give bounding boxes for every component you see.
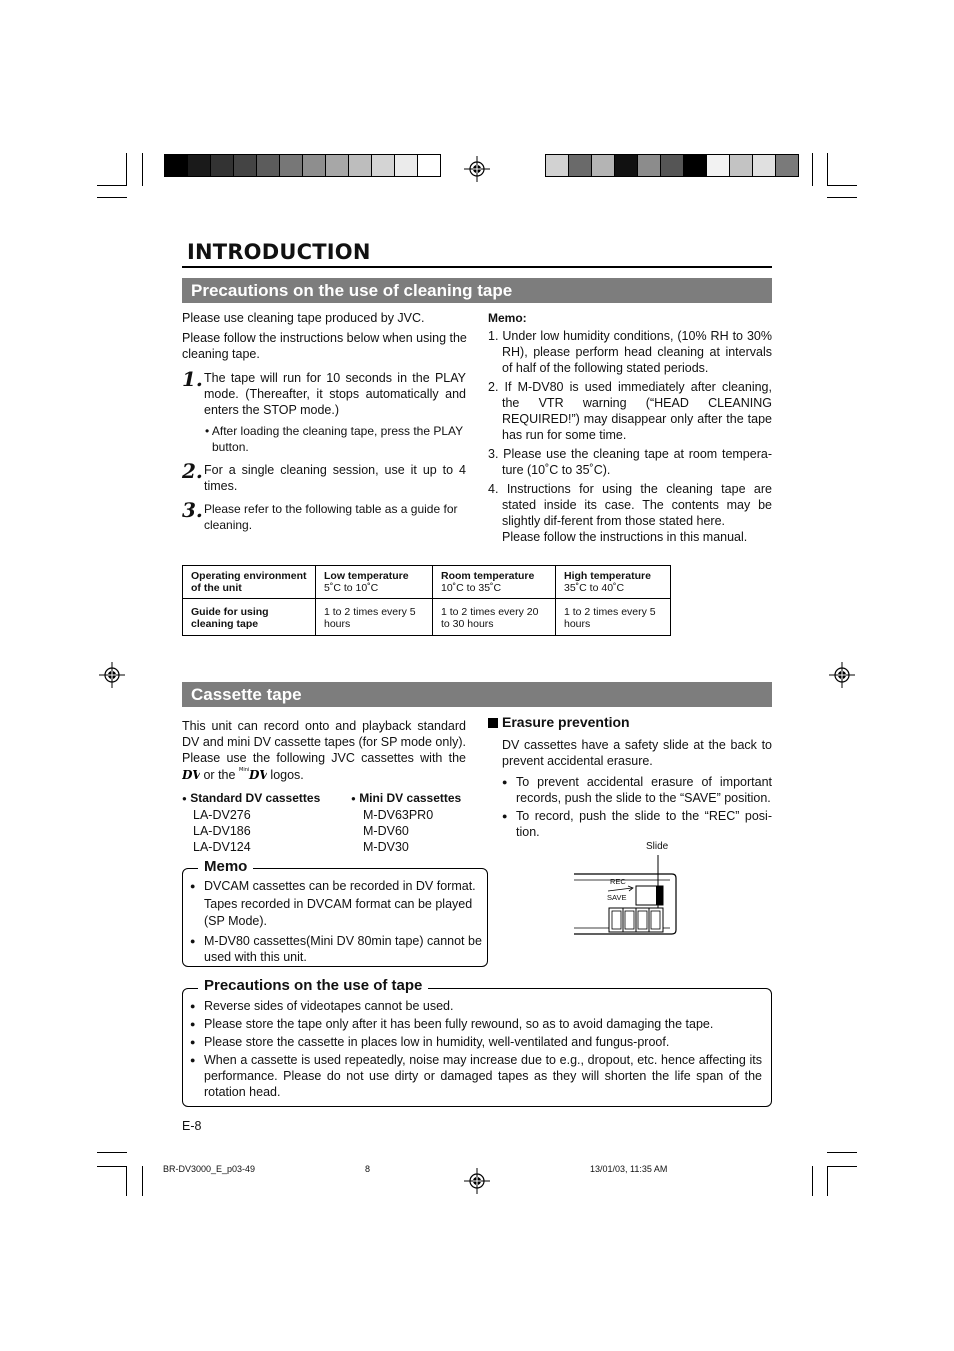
registration-mark-icon: [464, 156, 490, 182]
registration-mark-icon: [99, 662, 125, 688]
cell-title: Room temperature: [441, 570, 535, 582]
table-cell: [556, 566, 671, 599]
color-swatch: [211, 155, 234, 176]
svg-text:DV: DV: [182, 768, 200, 780]
step-subnote: • After loading the cleaning tape, press the PLAY button.: [205, 424, 463, 454]
list-item: ● Please store the tape only after it has been fully rewound, so as to avoid damaging the tape.: [182, 1016, 762, 1034]
table-cell: 1 to 2 times every 5 hours: [316, 599, 433, 636]
step-text: For a single cleaning session, use it up to 4 times.: [204, 463, 466, 493]
color-swatch: [776, 155, 798, 176]
dv-logo-icon: [182, 768, 200, 780]
cassette-intro-text: This unit can record onto and playback standard DV and mini DV cassette tapes (for SP mode only). Please use the following JVC cassettes with the: [182, 719, 466, 765]
square-bullet-icon: [488, 718, 498, 728]
cassette-section-title: Cassette tape: [182, 682, 772, 707]
memo-item-1: 1. Under low humidity conditions, (10% RH to 30% RH), please perform head cleaning at intervals of half of the following stated periods.: [488, 329, 772, 375]
cleaning-intro: [182, 310, 467, 362]
color-swatch: [615, 155, 638, 176]
cleaning-intro-line-1: Please use cleaning tape produced by JVC.: [182, 311, 425, 325]
color-swatch: [372, 155, 395, 176]
table-cell: 1 to 2 times every 5 hours: [556, 599, 671, 636]
svg-text:Mini: Mini: [238, 767, 250, 773]
erasure-list: [494, 774, 772, 842]
list-item: ● When a cassette is used repeatedly, noise may increase due to e.g., dropout, etc. hence affecting its performance. Please do not use dirty or damaged tapes as they will shorten the life span of the rotation head.: [182, 1052, 762, 1100]
calibration-bar-left: [164, 154, 441, 177]
list-item: M-DV30: [363, 840, 409, 854]
color-swatch: [326, 155, 349, 176]
standard-cassettes: [182, 790, 342, 855]
memo-item-3: 3. Please use the cleaning tape at room tempera-ture (10˚C to 35˚C).: [488, 447, 772, 477]
list-item: ● To prevent accidental erasure of important records, push the slide to the “SAVE” position.: [494, 774, 772, 806]
footer-filename: BR-DV3000_E_p03-49: [163, 1164, 256, 1174]
tape-precautions-title: Precautions on the use of tape: [198, 977, 428, 994]
color-swatch: [418, 155, 440, 176]
step-3: [182, 498, 466, 533]
table-row: [183, 599, 671, 636]
list-item: LA-DV124: [193, 840, 251, 854]
memo-item-4: 4. Instructions for using the cleaning tape are stated inside its case. The contents may be slightly dif-ferent from those stated here.: [488, 482, 772, 528]
step-number: 2.: [182, 459, 203, 483]
mini-cassettes-title: ● Mini DV cassettes: [351, 791, 462, 805]
color-swatch: [234, 155, 257, 176]
standard-cassettes-title: ● Standard DV cassettes: [182, 791, 321, 805]
table-cell: [433, 566, 556, 599]
registration-mark-icon: [464, 1168, 490, 1194]
svg-text:DV: DV: [248, 768, 267, 780]
title-rule: [182, 266, 772, 268]
memo-label: Memo:: [488, 311, 527, 325]
list-item: LA-DV276: [193, 808, 251, 822]
memo-box-list: [182, 878, 482, 967]
step-2: [182, 459, 466, 494]
color-swatch: [303, 155, 326, 176]
page-number: E-8: [182, 1119, 202, 1133]
tape-precautions-list: [182, 998, 762, 1102]
step-text: Please refer to the following table as a guide for cleaning.: [204, 502, 458, 532]
table-cell: [316, 566, 433, 599]
cleaning-memo: [488, 310, 772, 545]
cassette-slide-diagram: [572, 853, 682, 937]
cleaning-intro-line-2: Please follow the instructions below when using the cleaning tape.: [182, 331, 467, 361]
table-cell: Guide for using cleaning tape: [183, 599, 316, 636]
table-cell: 1 to 2 times every 20 to 30 hours: [433, 599, 556, 636]
color-swatch: [661, 155, 684, 176]
cleaning-guide-table: [182, 565, 671, 636]
registration-mark-icon: [829, 662, 855, 688]
step-number: 1.: [182, 367, 203, 391]
erasure-text: DV cassettes have a safety slide at the back to prevent accidental erasure.: [502, 738, 772, 768]
cell-title: Low temperature: [324, 570, 409, 582]
page-title: INTRODUCTION: [187, 240, 371, 264]
erasure-title: Erasure prevention: [502, 714, 630, 730]
color-swatch: [257, 155, 280, 176]
cassette-intro-or: or the: [203, 768, 236, 782]
table-row: [183, 566, 671, 599]
slide-label: Slide: [646, 841, 669, 852]
table-cell: [183, 566, 316, 599]
memo-item-5: Please follow the instructions in this manual.: [502, 530, 748, 544]
footer-date: 13/01/03, 11:35 AM: [590, 1164, 668, 1174]
cell-sub: 35˚C to 40˚C: [564, 582, 625, 594]
cassette-intro-end: logos.: [270, 768, 304, 782]
step-number: 3.: [182, 498, 203, 522]
color-swatch: [546, 155, 569, 176]
list-item: LA-DV186: [193, 824, 251, 838]
cell-title: Operating environment of the unit: [191, 570, 307, 594]
list-item: ● To record, push the slide to the “REC” posi-tion.: [494, 808, 772, 840]
color-swatch: [638, 155, 661, 176]
cassette-intro: [182, 718, 466, 783]
color-swatch: [684, 155, 707, 176]
list-item: M-DV60: [363, 824, 409, 838]
mini-cassettes: [351, 790, 481, 855]
save-label: SAVE: [607, 893, 627, 902]
step-text: The tape will run for 10 seconds in the PLAY mode. (Thereafter, it stops automatically and enters the STOP mode.): [204, 371, 466, 417]
color-swatch: [395, 155, 418, 176]
erasure-heading: [488, 714, 630, 730]
footer-number: 8: [365, 1164, 371, 1174]
color-swatch: [280, 155, 303, 176]
list-item: ● M-DV80 cassettes(Mini DV 80min tape) cannot be used with this unit.: [182, 933, 482, 965]
color-swatch: [753, 155, 776, 176]
cleaning-section-title: Precautions on the use of cleaning tape: [182, 278, 772, 303]
calibration-bar-right: [545, 154, 799, 177]
rec-label: REC: [610, 877, 626, 886]
cell-title: High temperature: [564, 570, 651, 582]
mini-title-text: Mini DV cassettes: [359, 791, 462, 805]
list-item: ● DVCAM cassettes can be recorded in DV format. Tapes recorded in DVCAM format can be played (SP Mode).: [182, 878, 482, 931]
color-swatch: [165, 155, 188, 176]
color-swatch: [592, 155, 615, 176]
mini-dv-logo-icon: [239, 766, 267, 780]
cell-sub: 10˚C to 35˚C: [441, 582, 502, 594]
color-swatch: [188, 155, 211, 176]
color-swatch: [707, 155, 730, 176]
list-item: ● Please store the cassette in places low in humidity, well-ventilated and fungus-proof.: [182, 1034, 762, 1052]
list-item: ● Reverse sides of videotapes cannot be used.: [182, 998, 762, 1016]
list-item: M-DV63PR0: [363, 808, 434, 822]
memo-item-2: 2. If M-DV80 is used immediately after cleaning, the VTR warning (“HEAD CLEANING REQUIRED!”) may disappear only after the tape has run for some time.: [488, 380, 772, 442]
memo-box-title: Memo: [198, 858, 253, 875]
color-swatch: [730, 155, 753, 176]
cell-sub: 5˚C to 10˚C: [324, 582, 379, 594]
standard-title-text: Standard DV cassettes: [190, 791, 321, 805]
color-swatch: [349, 155, 372, 176]
color-swatch: [569, 155, 592, 176]
step-1: [182, 367, 466, 455]
